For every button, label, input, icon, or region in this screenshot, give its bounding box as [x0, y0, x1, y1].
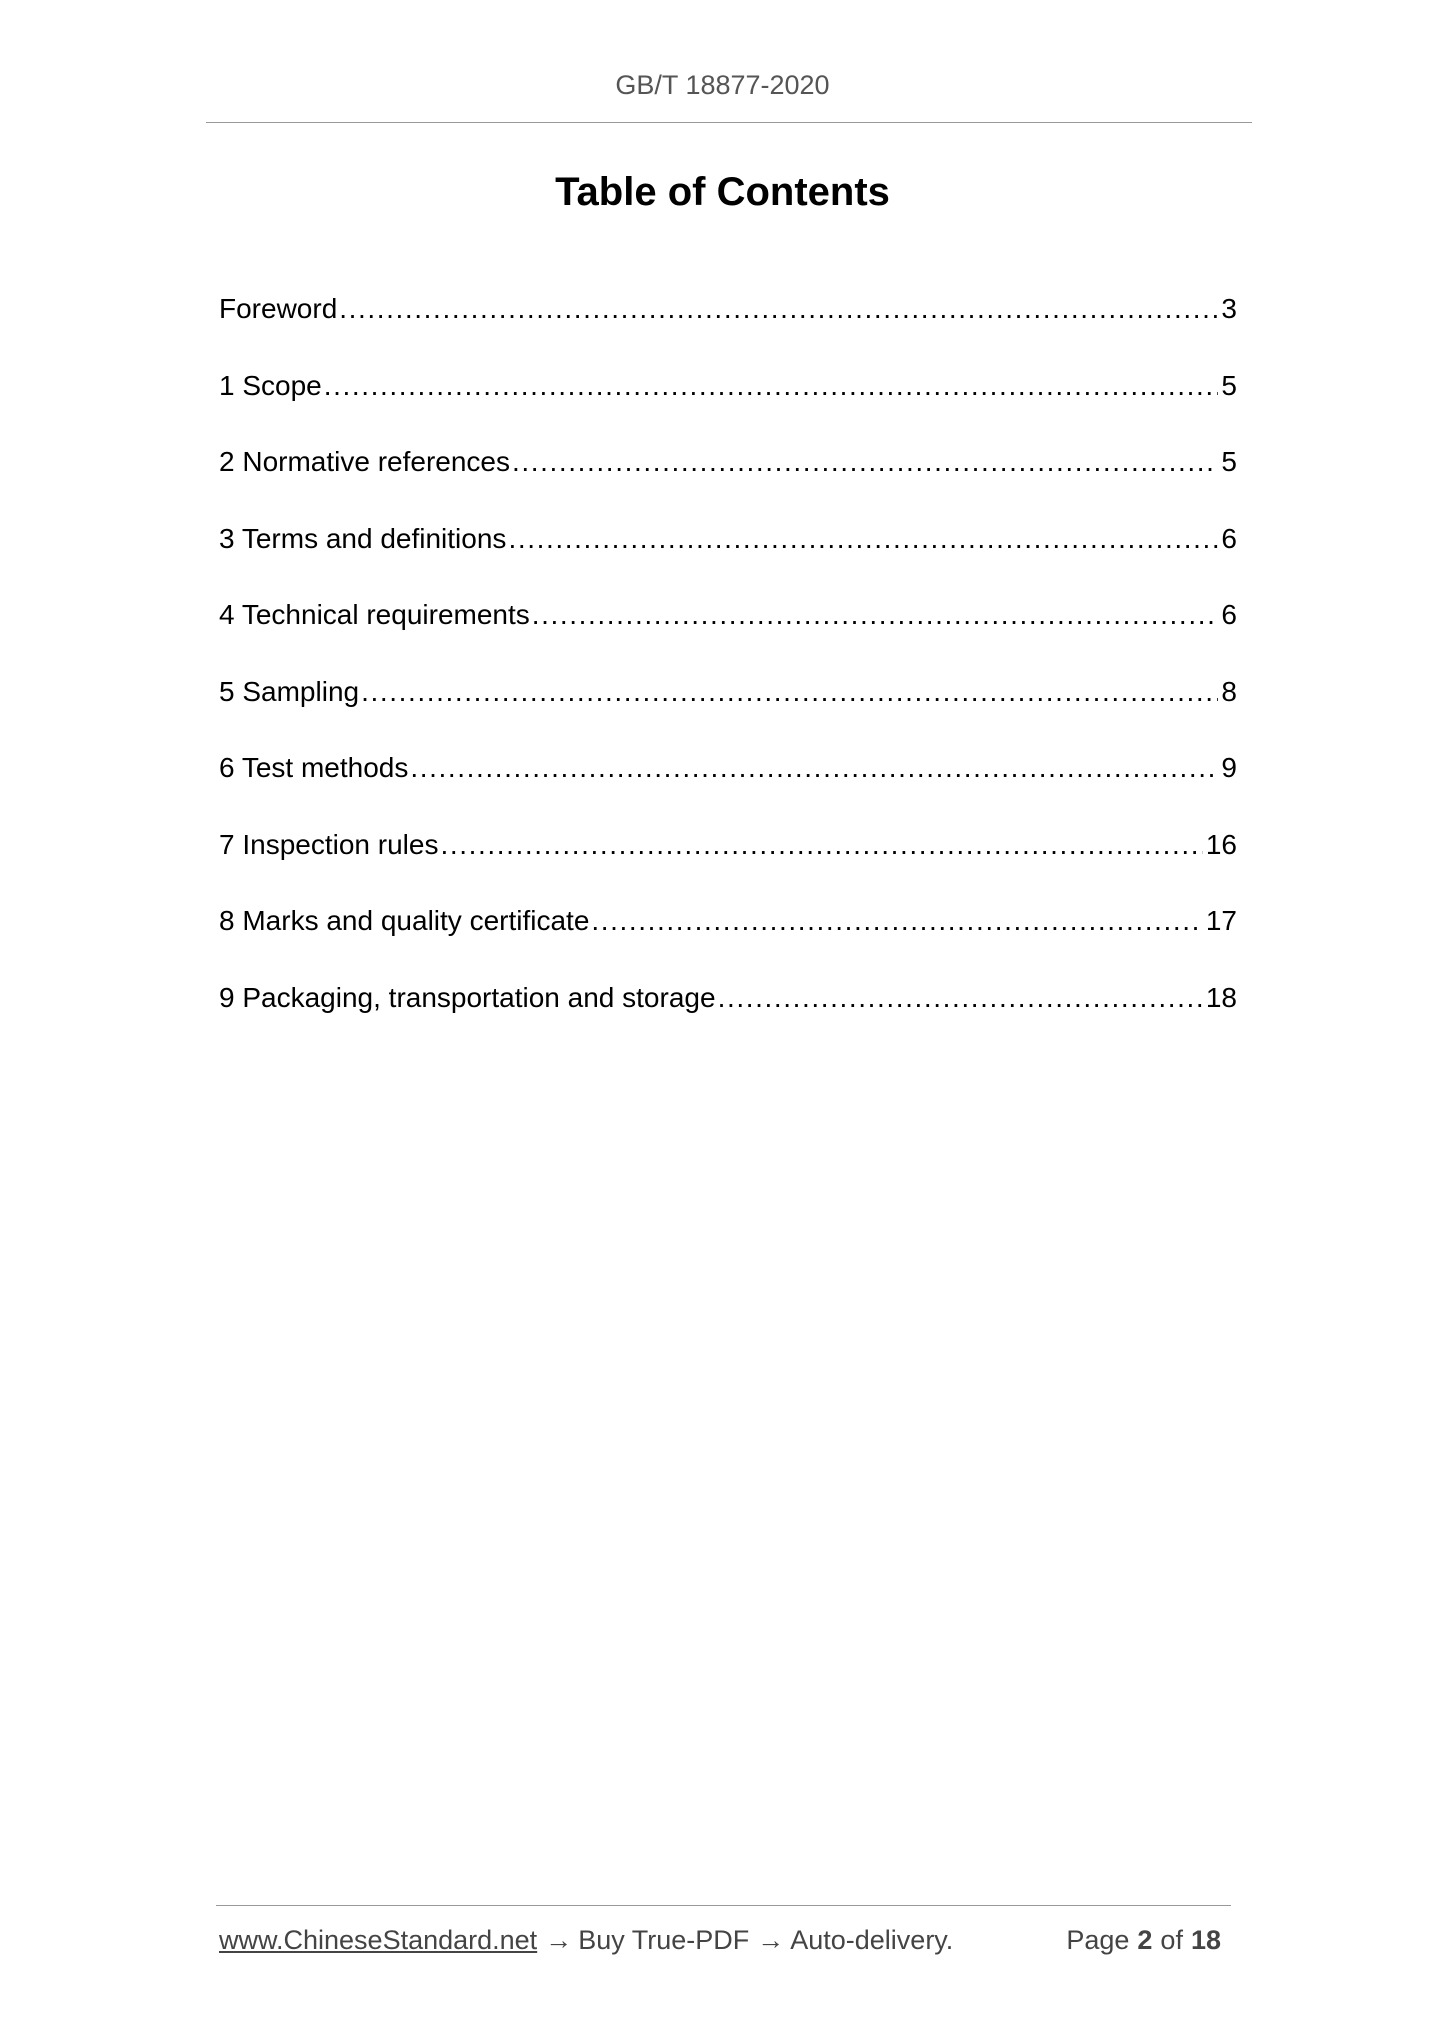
toc-entry-packaging-transportation-storage[interactable] — [219, 979, 1237, 1056]
toc-entry-label: 2 Normative references — [219, 446, 511, 477]
toc-entry-label: 6 Test methods — [219, 752, 409, 783]
toc-entry-test-methods[interactable] — [219, 749, 1237, 826]
toc-entry-page: 9 — [1221, 752, 1237, 783]
toc-entry-normative-references[interactable] — [219, 443, 1237, 520]
toc-entry-page: 16 — [1205, 828, 1237, 860]
toc-entry-technical-requirements[interactable] — [219, 596, 1237, 673]
toc-entry-page: 17 — [1205, 905, 1237, 936]
toc-entry-foreword[interactable] — [219, 290, 1237, 367]
toc-dot-leader — [440, 826, 1202, 864]
toc-dot-leader — [508, 520, 1218, 558]
toc-entry-marks-and-quality-certificate[interactable] — [219, 902, 1237, 979]
toc-list — [219, 290, 1237, 1055]
toc-dot-leader — [532, 596, 1219, 634]
toc-entry-page: 5 — [1221, 446, 1237, 477]
toc-entry-page: 3 — [1221, 293, 1237, 324]
toc-dot-leader — [339, 290, 1218, 328]
toc-entry-inspection-rules[interactable] — [219, 826, 1237, 903]
toc-entry-page: 6 — [1221, 599, 1237, 630]
toc-entry-page: 5 — [1221, 369, 1237, 401]
toc-entry-page: 8 — [1221, 675, 1237, 707]
document-id-header: GB/T 18877-2020 — [615, 70, 830, 100]
toc-entry-page: 18 — [1205, 981, 1237, 1013]
delivery-text: Auto-delivery. — [790, 1925, 954, 1955]
toc-entry-page: 6 — [1221, 522, 1237, 554]
header-divider — [206, 122, 1252, 123]
toc-dot-leader — [361, 673, 1218, 711]
toc-entry-label: 3 Terms and definitions — [219, 522, 507, 554]
current-page-number: 2 — [1137, 1925, 1153, 1955]
footer-promo — [219, 1925, 953, 1956]
toc-entry-scope[interactable] — [219, 367, 1237, 444]
toc-entry-label: Foreword — [219, 293, 338, 324]
toc-dot-leader — [591, 902, 1202, 940]
toc-entry-label: 5 Sampling — [219, 675, 360, 707]
website-link[interactable]: www.ChineseStandard.net — [219, 1925, 538, 1955]
total-pages-number: 18 — [1190, 1925, 1221, 1955]
toc-dot-leader — [410, 749, 1218, 787]
toc-dot-leader — [324, 367, 1219, 405]
toc-entry-label: 1 Scope — [219, 369, 322, 401]
of-label: of — [1160, 1925, 1183, 1955]
arrow-right-icon: → — [545, 1925, 573, 1955]
toc-dot-leader — [512, 443, 1218, 481]
footer-divider — [216, 1905, 1231, 1906]
toc-entry-sampling[interactable] — [219, 673, 1237, 750]
buy-text: Buy True-PDF — [578, 1925, 750, 1955]
toc-entry-terms-and-definitions[interactable] — [219, 520, 1237, 597]
page-label: Page — [1066, 1925, 1130, 1955]
toc-entry-label: 4 Technical requirements — [219, 599, 530, 630]
toc-dot-leader — [718, 979, 1203, 1017]
toc-entry-label: 7 Inspection rules — [219, 828, 439, 860]
toc-entry-label: 8 Marks and quality certificate — [219, 905, 590, 936]
page-number — [1066, 1925, 1229, 1956]
page-title: Table of Contents — [555, 170, 890, 214]
arrow-right-icon: → — [757, 1925, 785, 1955]
toc-entry-label: 9 Packaging, transportation and storage — [219, 981, 716, 1013]
